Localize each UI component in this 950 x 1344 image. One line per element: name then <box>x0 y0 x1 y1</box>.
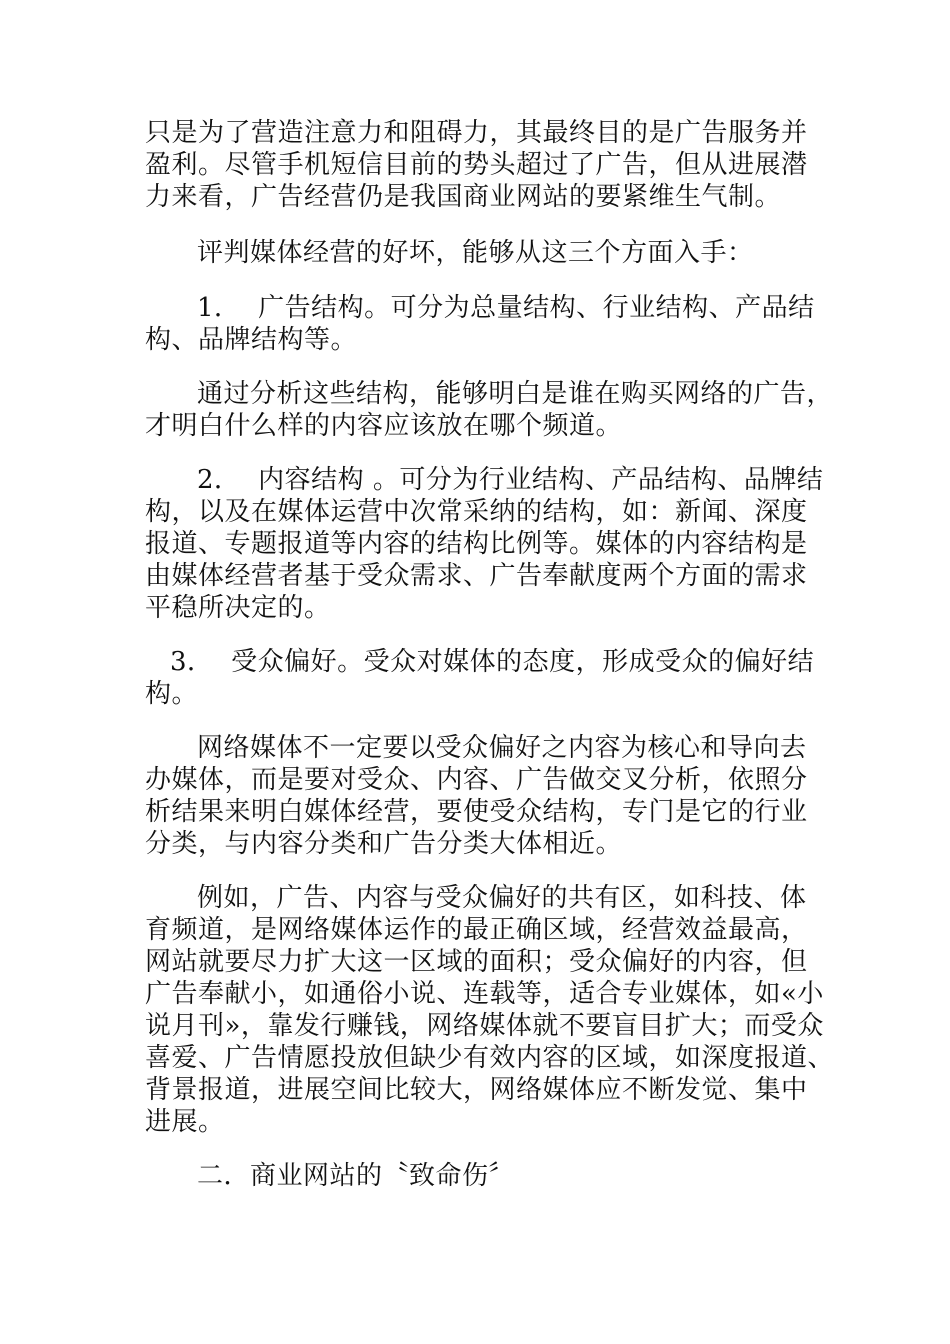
text-line: 通过分析这些结构，能够明白是谁在购买网络的广告， <box>197 379 834 409</box>
text-line: 喜爱、广告情愿投放但缺少有效内容的区域，如深度报道、 <box>145 1043 835 1073</box>
text-line: 办媒体，而是要对受众、内容、广告做交叉分析，依照分 <box>145 765 808 795</box>
text-line: 只是为了营造注意力和阻碍力，其最终目的是广告服务并 <box>145 118 808 148</box>
text-line: 进展。 <box>145 1107 225 1137</box>
text-line: 力来看，广告经营仍是我国商业网站的要紧维生气制。 <box>145 182 782 212</box>
text-line: 平稳所决定的。 <box>145 593 331 623</box>
text-line: 构。 <box>145 679 199 709</box>
text-line: 析结果来明白媒体经营，要使受众结构，专门是它的行业 <box>145 797 808 827</box>
text-line: 育频道，是网络媒体运作的最正确区域，经营效益最高， <box>145 915 808 945</box>
text-line: 3． 受众偏好。受众对媒体的态度，形成受众的偏好结 <box>170 647 815 677</box>
text-line: 报道、专题报道等内容的结构比例等。媒体的内容结构是 <box>145 529 808 559</box>
text-line: 说月刊»，靠发行赚钱，网络媒体就不要盲目扩大；而受众 <box>145 1011 824 1041</box>
text-line: 2． 内容结构 。可分为行业结构、产品结构、品牌结 <box>197 465 824 495</box>
text-line: 由媒体经营者基于受众需求、广告奉献度两个方面的需求 <box>145 561 808 591</box>
text-line: 1． 广告结构。可分为总量结构、行业结构、产品结 <box>197 293 815 323</box>
text-line: 构、品牌结构等。 <box>145 325 358 355</box>
text-line: 构，以及在媒体运营中次常采纳的结构，如：新闻、深度 <box>145 497 808 527</box>
text-line: 评判媒体经营的好坏，能够从这三个方面入手： <box>197 238 754 268</box>
text-line: 广告奉献小，如通俗小说、连载等，适合专业媒体，如«小 <box>145 979 824 1009</box>
section-heading: 二．商业网站的〝致命伤〞 <box>197 1161 516 1191</box>
text-line: 才明白什么样的内容应该放在哪个频道。 <box>145 411 623 441</box>
text-line: 盈利。尽管手机短信目前的势头超过了广告，但从进展潜 <box>145 150 808 180</box>
text-line: 背景报道，进展空间比较大，网络媒体应不断发觉、集中 <box>145 1075 808 1105</box>
text-line: 网络媒体不一定要以受众偏好之内容为核心和导向去 <box>197 733 807 763</box>
text-line: 分类，与内容分类和广告分类大体相近。 <box>145 829 623 859</box>
text-line: 例如，广告、内容与受众偏好的共有区，如科技、体 <box>197 883 807 913</box>
text-line: 网站就要尽力扩大这一区域的面积；受众偏好的内容，但 <box>145 947 808 977</box>
